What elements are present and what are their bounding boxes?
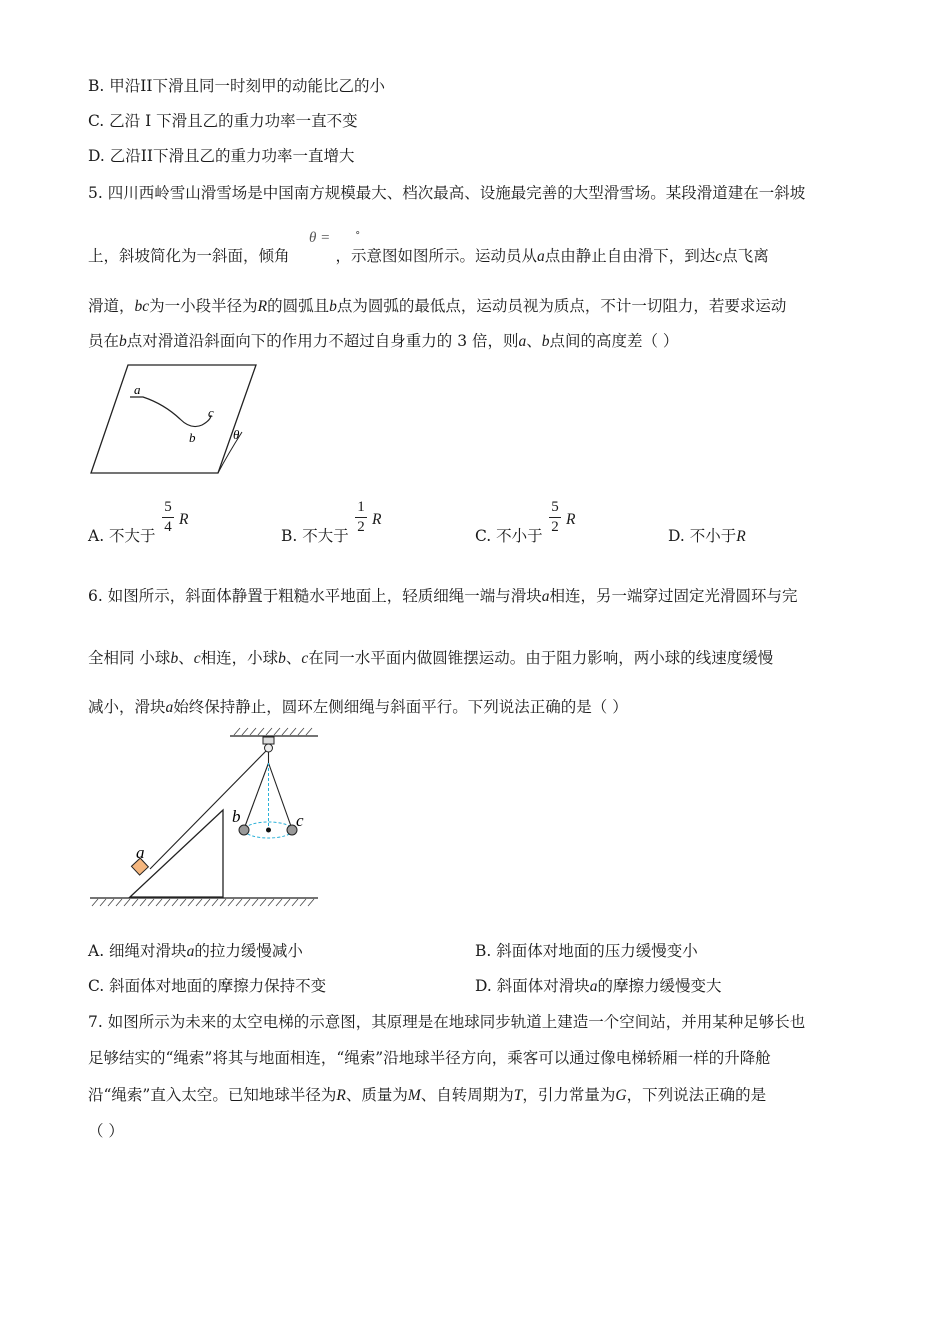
text: 上，斜坡简化为一斜面，倾角 — [88, 247, 290, 265]
var-c: c — [193, 650, 201, 667]
q5-option-b-r: R — [372, 511, 382, 528]
q5-line-3 — [88, 296, 786, 317]
text: A. 不大于 — [88, 527, 156, 545]
text: ，引力常量为 — [522, 1086, 616, 1104]
var-b: b — [170, 650, 179, 667]
q6-line-3 — [88, 697, 628, 718]
option-d-prev: D. 乙沿II下滑且乙的重力功率一直增大 — [88, 147, 355, 165]
q5-option-c[interactable] — [475, 526, 543, 546]
var-a: a — [165, 699, 174, 716]
var-r: R — [336, 1087, 346, 1104]
var-c: c — [301, 650, 309, 667]
q6-line-2 — [88, 648, 773, 669]
string-left — [150, 751, 266, 869]
text: 相连，小球 — [200, 649, 279, 667]
text: 点由静止自由滑下，到达 — [544, 247, 716, 265]
text: ，示意图如图所示。运动员从 — [335, 247, 538, 265]
var-a: a — [589, 978, 598, 995]
q7-line-3 — [88, 1085, 766, 1106]
string-b — [244, 763, 269, 829]
text: 点对滑道沿斜面向下的作用力不超过自身重力的 3 倍，则 — [126, 332, 519, 350]
text: B. 不大于 — [281, 527, 349, 545]
q5-option-b[interactable] — [281, 526, 349, 546]
text: 员在 — [88, 332, 120, 350]
var-r: R — [257, 298, 268, 315]
var-b: b — [119, 333, 127, 350]
var-t: T — [513, 1087, 523, 1104]
text: 点为圆弧的最低点，运动员视为质点，不计一切阻力，若要求运动 — [336, 297, 787, 315]
label-b: b — [232, 807, 241, 826]
q5-option-c-r: R — [566, 511, 576, 528]
q5-option-a[interactable] — [88, 526, 156, 546]
var-bc: bc — [134, 298, 150, 315]
label-a: a — [134, 382, 141, 397]
text: 、质量为 — [345, 1086, 408, 1104]
q5-line-1: 5. 四川西岭雪山滑雪场是中国南方规模最大、档次最高、设施最完善的大型滑雪场。某段滑道建在一斜坡 — [88, 184, 806, 202]
ring-mount — [263, 737, 274, 744]
text: 在同一水平面内做圆锥摆运动。由于阻力影响，两小球的线速度缓慢 — [308, 649, 774, 667]
frac-num: 5 — [164, 499, 172, 515]
string-c — [269, 763, 293, 829]
label-c: c — [296, 811, 304, 830]
var-r: R — [736, 528, 746, 545]
q5-option-c-frac — [549, 499, 561, 536]
text: 为一小段半径为 — [149, 297, 258, 315]
text: 相连，另一端穿过固定光滑圆环与完 — [549, 587, 798, 605]
text: 的圆弧且 — [267, 297, 330, 315]
q5-line-4 — [88, 331, 678, 352]
q6-incline-figure — [88, 726, 320, 912]
ground-hatch — [92, 899, 314, 906]
option-b-prev: B. 甲沿II下滑且同一时刻甲的动能比乙的小 — [88, 77, 385, 95]
frac-den: 2 — [551, 519, 559, 535]
text: 减小，滑块 — [88, 698, 166, 716]
q5-line-2 — [88, 246, 769, 267]
text: ，下列说法正确的是 — [626, 1086, 767, 1104]
text: 、自转周期为 — [420, 1086, 514, 1104]
text: 滑道， — [88, 297, 135, 315]
var-g: G — [615, 1087, 627, 1104]
var-b: b — [541, 333, 550, 350]
var-a: a — [537, 248, 545, 265]
text: D. 不小于 — [668, 527, 737, 545]
frac-num: 1 — [357, 499, 365, 515]
var-b: b — [329, 298, 337, 315]
q6-option-d[interactable] — [475, 976, 722, 997]
q6-option-b[interactable]: B. 斜面体对地面的压力缓慢变小 — [475, 942, 698, 960]
text: 点飞离 — [722, 247, 769, 265]
text: 点间的高度差（ ） — [549, 332, 679, 350]
q5-degree-symbol: ∘ — [355, 226, 361, 239]
slide-track — [130, 397, 211, 427]
var-c: c — [715, 248, 723, 265]
text: C. 不小于 — [475, 527, 543, 545]
var-a: a — [541, 588, 550, 605]
q7-line-2: 足够结实的“绳索”将其与地面相连，“绳索”沿地球半径方向，乘客可以通过像电梯轿厢一样的升降舱 — [88, 1049, 771, 1067]
q6-line-1 — [88, 586, 797, 607]
orbit-center — [266, 828, 271, 833]
ceiling-hatch — [234, 728, 312, 735]
text: A. 细绳对滑块 — [88, 942, 187, 960]
option-c-prev: C. 乙沿 I 下滑且乙的重力功率一直不变 — [88, 112, 358, 130]
var-b: b — [278, 650, 286, 667]
var-a: a — [186, 943, 195, 960]
incline-plane — [91, 365, 256, 473]
q7-line-4: （ ） — [88, 1122, 124, 1140]
var-a: a — [518, 333, 527, 350]
label-a: a — [136, 843, 145, 862]
text: 始终保持静止，圆环左侧细绳与斜面平行。下列说法正确的是（ ） — [173, 698, 628, 716]
frac-den: 4 — [164, 519, 172, 535]
frac-num: 5 — [551, 499, 559, 515]
label-c: c — [208, 405, 214, 420]
text: 全相同 小球 — [88, 649, 171, 667]
ball-b — [239, 825, 249, 835]
label-b: b — [189, 430, 196, 445]
text: 沿“绳索”直入太空。已知地球半径为 — [88, 1086, 337, 1104]
label-theta: θ — [233, 427, 240, 442]
q7-line-1: 7. 如图所示为未来的太空电梯的示意图，其原理是在地球同步轨道上建造一个空间站，并用某种足够长也 — [88, 1013, 806, 1031]
text: 的摩擦力缓慢变大 — [597, 977, 722, 995]
text: 、 — [178, 649, 194, 667]
q5-theta-expr: θ = — [309, 230, 331, 246]
q5-option-a-r: R — [179, 511, 189, 528]
q5-option-b-frac — [355, 499, 367, 536]
q5-option-d[interactable] — [668, 526, 746, 547]
q5-option-a-frac — [162, 499, 174, 536]
text: D. 斜面体对滑块 — [475, 977, 590, 995]
q6-option-a[interactable] — [88, 941, 303, 962]
frac-den: 2 — [357, 519, 365, 535]
text: 6. 如图所示，斜面体静置于粗糙水平地面上，轻质细绳一端与滑块 — [88, 587, 542, 605]
q5-slope-figure — [88, 362, 263, 477]
text: 、 — [285, 649, 302, 667]
text: 、 — [526, 332, 542, 350]
q6-option-c[interactable]: C. 斜面体对地面的摩擦力保持不变 — [88, 977, 327, 995]
text: 的拉力缓慢减小 — [194, 942, 303, 960]
var-m: M — [407, 1087, 421, 1104]
